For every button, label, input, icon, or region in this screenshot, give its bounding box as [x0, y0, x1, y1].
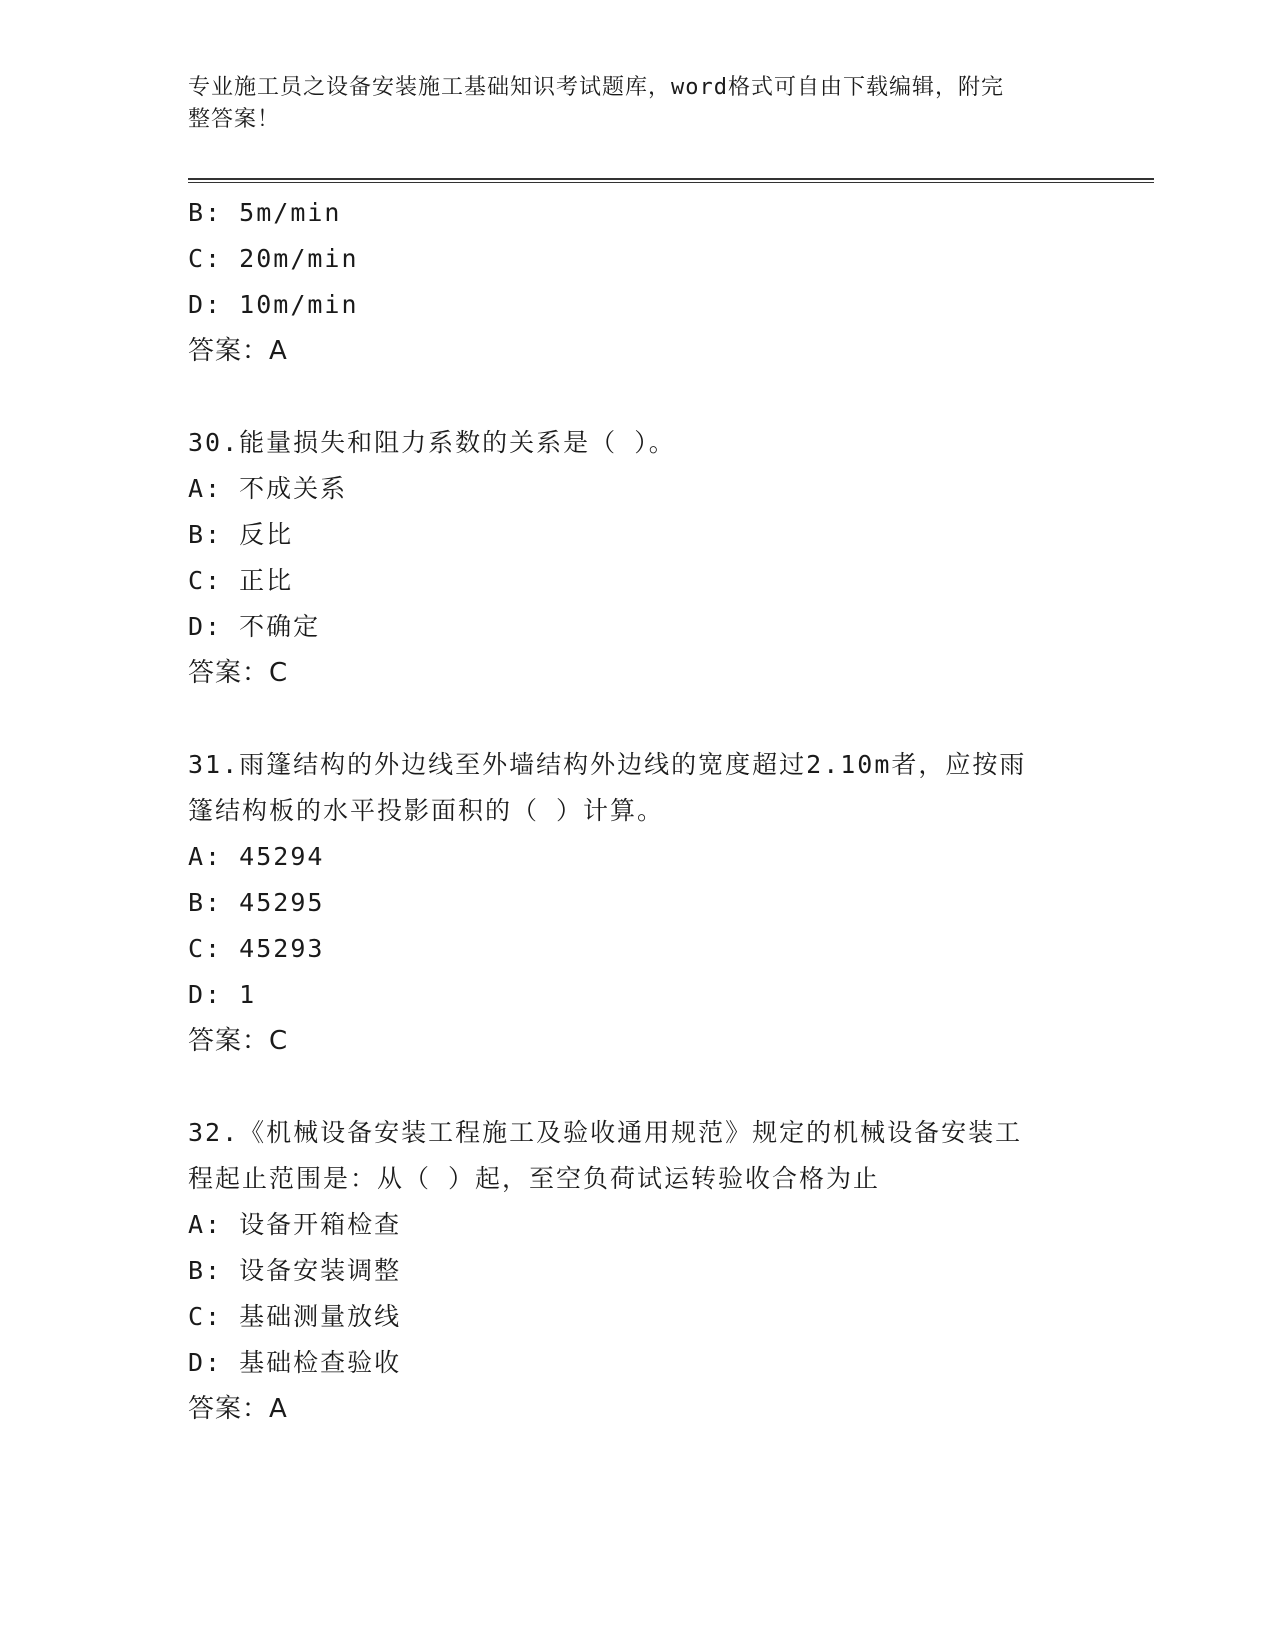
option-line — [188, 1248, 1088, 1294]
option-line — [188, 834, 1088, 880]
option-text: 不成关系 — [239, 474, 348, 503]
option-line — [188, 880, 1088, 926]
option-line — [188, 466, 1088, 512]
option-letter: B: — [188, 520, 223, 549]
option-line — [188, 190, 1088, 236]
option-letter: C: — [188, 566, 223, 595]
spacer — [188, 696, 1088, 742]
option-line — [188, 512, 1088, 558]
answer-line — [188, 1386, 1088, 1432]
option-text: 45295 — [239, 888, 325, 917]
question-line: 能量损失和阻力系数的关系是（ ）。 — [239, 428, 676, 457]
option-text: 45293 — [239, 934, 325, 963]
question-content — [188, 190, 1088, 1432]
option-line — [188, 972, 1088, 1018]
question-text — [188, 420, 1088, 466]
option-text: 基础测量放线 — [239, 1302, 402, 1331]
option-text: 10m/min — [239, 290, 359, 319]
option-letter: D: — [188, 980, 223, 1009]
answer-label: 答案： — [188, 658, 270, 688]
question-text — [188, 1110, 1088, 1156]
answer-value: C — [269, 1026, 289, 1056]
question-text — [188, 742, 1088, 788]
option-letter: A: — [188, 1210, 223, 1239]
option-line — [188, 604, 1088, 650]
option-letter: C: — [188, 244, 223, 273]
header-divider-thin — [188, 182, 1154, 183]
question-31 — [188, 742, 1088, 1064]
option-text: 设备安装调整 — [239, 1256, 402, 1285]
option-line — [188, 558, 1088, 604]
option-letter: B: — [188, 1256, 223, 1285]
answer-line — [188, 328, 1088, 374]
option-line — [188, 282, 1088, 328]
spacer — [188, 374, 1088, 420]
option-letter: A: — [188, 474, 223, 503]
question-text-continued — [188, 788, 1088, 834]
option-letter: C: — [188, 1302, 223, 1331]
option-letter: D: — [188, 1348, 223, 1377]
option-text: 设备开箱检查 — [239, 1210, 402, 1239]
option-letter: C: — [188, 934, 223, 963]
answer-label: 答案： — [188, 1026, 270, 1056]
answer-value: C — [269, 658, 289, 688]
question-30 — [188, 420, 1088, 696]
option-text: 45294 — [239, 842, 325, 871]
option-line — [188, 926, 1088, 972]
question-32 — [188, 1110, 1088, 1432]
option-text: 反比 — [239, 520, 294, 549]
option-letter: D: — [188, 612, 223, 641]
answer-value: A — [269, 1394, 288, 1424]
answer-label: 答案： — [188, 1394, 270, 1424]
answer-value: A — [269, 336, 288, 366]
question-line: 《机械设备安装工程施工及验收通用规范》规定的机械设备安装工 — [239, 1118, 1023, 1147]
question-line: 程起止范围是：从（ ）起，至空负荷试运转验收合格为止 — [188, 1164, 881, 1193]
question-text-continued — [188, 1156, 1088, 1202]
option-text: 正比 — [239, 566, 294, 595]
option-line — [188, 1294, 1088, 1340]
question-number: 32. — [188, 1118, 240, 1147]
carryover-block — [188, 190, 1088, 374]
header-line-2: 整答案！ — [188, 107, 281, 132]
question-line: 雨篷结构的外边线至外墙结构外边线的宽度超过2.10m者，应按雨 — [239, 750, 1027, 779]
header-divider-thick — [188, 178, 1154, 180]
answer-label: 答案： — [188, 336, 270, 366]
header-line-1: 专业施工员之设备安装施工基础知识考试题库，word格式可自由下载编辑，附完 — [188, 75, 1004, 100]
question-line: 篷结构板的水平投影面积的（ ）计算。 — [188, 796, 665, 825]
option-line — [188, 236, 1088, 282]
option-letter: B: — [188, 888, 223, 917]
option-line — [188, 1340, 1088, 1386]
option-text: 1 — [239, 980, 257, 1009]
option-letter: D: — [188, 290, 223, 319]
spacer — [188, 1064, 1088, 1110]
page-header — [188, 72, 1068, 136]
option-text: 5m/min — [239, 198, 342, 227]
question-number: 31. — [188, 750, 240, 779]
option-line — [188, 1202, 1088, 1248]
answer-line — [188, 1018, 1088, 1064]
option-letter: A: — [188, 842, 223, 871]
question-number: 30. — [188, 428, 240, 457]
option-text: 基础检查验收 — [239, 1348, 402, 1377]
option-text: 不确定 — [239, 612, 321, 641]
option-letter: B: — [188, 198, 223, 227]
option-text: 20m/min — [239, 244, 359, 273]
answer-line — [188, 650, 1088, 696]
